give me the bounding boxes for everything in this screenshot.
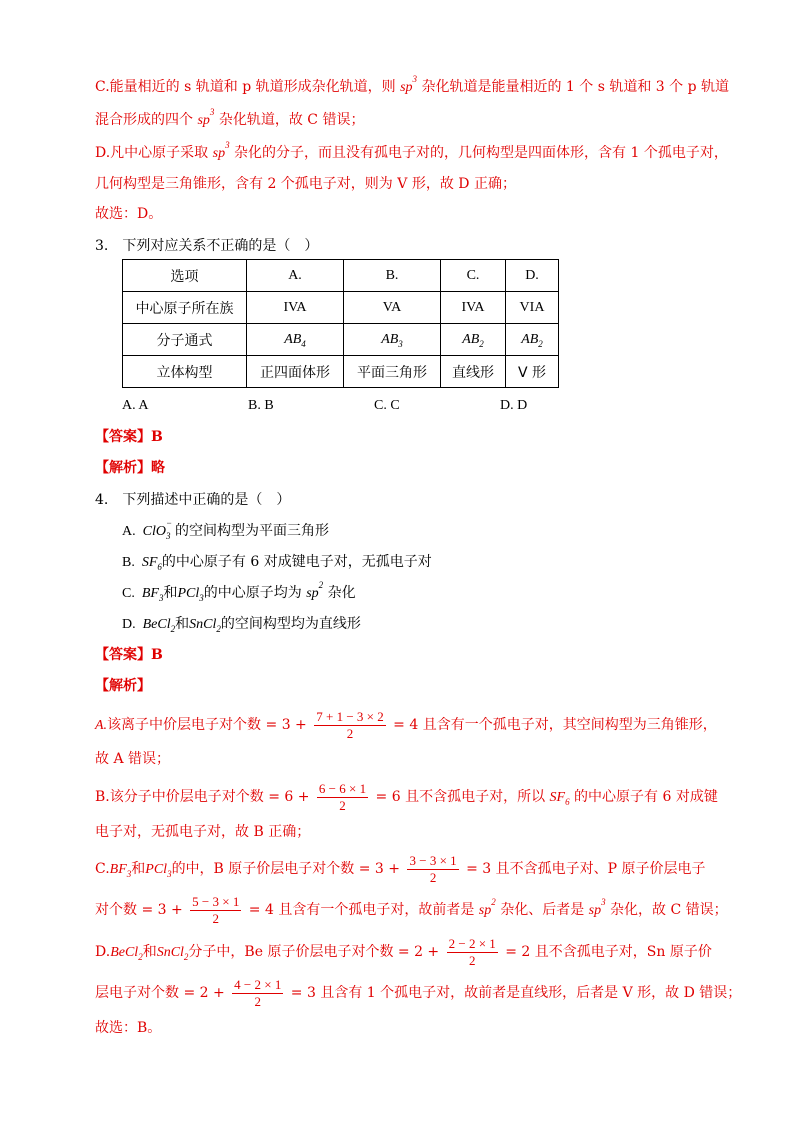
subscript: 6: [157, 561, 162, 572]
q4-analysis-c-line2: [95, 893, 728, 928]
formula: BeCl: [142, 617, 171, 632]
text: 杂化: [323, 585, 356, 601]
q3-table: [122, 259, 559, 388]
numerator: 7 + 1 − 3 × 2: [316, 708, 384, 724]
table-cell: 选项: [123, 260, 247, 292]
table-cell: 正四面体形: [247, 356, 344, 388]
q3-answer: [95, 427, 163, 447]
analysis-value: 略: [151, 460, 165, 476]
subscript: 2: [183, 951, 189, 962]
text: D.: [95, 944, 111, 960]
numerator: 2 − 2 × 1: [448, 935, 496, 951]
q4-analysis-a-line2: 故 A 错误；: [95, 751, 171, 767]
text: C.: [95, 861, 110, 877]
table-cell: 中心原子所在族: [123, 292, 247, 324]
table-cell: D.: [506, 260, 559, 292]
answer-value: B: [151, 647, 163, 663]
subscript: 2: [479, 338, 484, 349]
text: 分子中，Be 原子价层电子对个数 = 2 +: [188, 944, 444, 960]
option-label: B.: [122, 555, 135, 570]
fraction: [190, 894, 241, 927]
option-label: C.: [122, 586, 135, 601]
text: = 2 且不含孤电子对，Sn 原子价: [500, 944, 712, 960]
q4-option-d: [122, 614, 361, 635]
sp3-symbol: sp: [400, 80, 413, 95]
superscript: 3: [209, 107, 215, 118]
analysis-d-line2: 几何构型是三角锥形，含有 2 个孤电子对，则为 V 形，故 D 正确；: [95, 176, 516, 192]
denominator: 2: [468, 952, 476, 968]
subscript: 3: [166, 530, 171, 541]
q3-option-d: D. D: [500, 398, 528, 413]
denominator: 2: [339, 797, 346, 813]
superscript: 3: [601, 897, 606, 908]
numerator: 5 − 3 × 1: [192, 893, 240, 909]
formula: AB: [521, 332, 539, 347]
formula: SnCl: [189, 617, 217, 632]
text: = 4 且含有一个孤电子对，故前者是: [244, 902, 479, 918]
sp-symbol: sp: [478, 903, 492, 918]
answer-label: 【答案】: [95, 429, 151, 445]
text: 和: [175, 616, 190, 632]
formula: SF: [549, 790, 566, 805]
text: 的中心原子有 6 对成键: [569, 789, 718, 805]
subscript: 4: [301, 338, 306, 349]
option-text: 的空间构型为平面三角形: [170, 523, 329, 539]
analysis-choice: 故选：D。: [95, 206, 163, 222]
subscript: 3: [167, 868, 172, 879]
analysis-c-line1: [95, 74, 730, 98]
fraction: [317, 781, 368, 814]
q4-answer: [95, 645, 163, 665]
q3-stem: 3. 下列对应关系不正确的是（ ）: [95, 238, 319, 254]
subscript: 2: [138, 951, 143, 962]
fraction: [314, 709, 386, 742]
table-cell: 平面三角形: [344, 356, 441, 388]
text: B.该分子中价层电子对个数 = 6 +: [95, 789, 314, 805]
text: = 3 且不含孤电子对、P 原子价层电子: [461, 861, 706, 877]
table-cell: 分子通式: [123, 324, 247, 356]
q4-option-b: [122, 552, 432, 573]
q3-option-a: A. A: [122, 398, 149, 413]
text: 和: [142, 944, 157, 960]
subscript: 3: [398, 338, 403, 349]
formula: BF: [109, 862, 127, 877]
text: = 3 且含有 1 个孤电子对，故前者是直线形，后者是 V 形，故 D 错误；: [286, 985, 742, 1001]
table-cell: VIA: [506, 292, 559, 324]
formula: SF: [141, 555, 158, 570]
q3-option-c: C. C: [374, 398, 400, 413]
text: = 6 且不含孤电子对，所以: [371, 789, 550, 805]
q4-option-c: [122, 580, 356, 604]
table-cell: IVA: [247, 292, 344, 324]
table-cell: 直线形: [441, 356, 506, 388]
analysis-c-line2: [95, 107, 365, 131]
sp-symbol: sp: [306, 586, 319, 601]
denominator: 2: [429, 869, 437, 885]
table-cell: VA: [344, 292, 441, 324]
table-cell: [344, 324, 441, 356]
formula: PCl: [177, 586, 200, 601]
text: 的中，B 原子价层电子对个数 = 3 +: [171, 861, 405, 877]
table-cell: C.: [441, 260, 506, 292]
q4-analysis-label: 【解析】: [95, 678, 151, 694]
q3-option-b: B. B: [248, 398, 274, 413]
superscript: 3: [225, 140, 230, 151]
text: 杂化轨道是能量相近的 1 个 s 轨道和 3 个 p 轨道: [417, 79, 730, 95]
q4-analysis-b-line1: [95, 780, 718, 815]
fraction: [407, 853, 458, 886]
q4-analysis-c-line1: [95, 852, 706, 887]
q4-option-a: [122, 518, 329, 542]
text: C.能量相近的 s 轨道和 p 轨道形成杂化轨道，则: [95, 79, 401, 95]
formula: BF: [141, 586, 159, 601]
subscript: 2: [216, 623, 221, 634]
denominator: 2: [212, 910, 219, 926]
formula: AB: [284, 332, 302, 347]
option-label: A.: [122, 524, 136, 539]
text: = 4 且含有一个孤电子对，其空间构型为三角锥形，: [388, 717, 717, 733]
text: 杂化轨道，故 C 错误；: [214, 112, 365, 128]
formula: PCl: [145, 862, 168, 877]
superscript: 3: [412, 74, 418, 85]
subscript: 2: [538, 338, 543, 349]
text: 该离子中价层电子对个数 = 3 +: [107, 717, 312, 733]
table-cell: [506, 324, 559, 356]
text: 的中心原子均为: [203, 585, 307, 601]
text: 和: [163, 585, 178, 601]
sp3-symbol: sp: [197, 113, 210, 128]
formula: AB: [462, 332, 480, 347]
sp3-symbol: sp: [212, 146, 226, 161]
sp-symbol: sp: [588, 903, 602, 918]
q3-analysis: [95, 458, 165, 478]
formula: ClO: [142, 524, 166, 539]
answer-label: 【答案】: [95, 647, 151, 663]
table-row: [123, 324, 559, 356]
text: 对个数 = 3 +: [95, 902, 188, 918]
table-cell: V 形: [506, 356, 559, 388]
text: 杂化的分子，而且没有孤电子对的，几何构型是四面体形，含有 1 个孤电子对，: [229, 145, 728, 161]
text: 的空间构型均为直线形: [220, 616, 361, 632]
q4-analysis-a-line1: [95, 708, 717, 743]
table-cell: [247, 324, 344, 356]
numerator: 6 − 6 × 1: [318, 780, 367, 796]
text: 混合形成的四个: [95, 112, 198, 128]
q4-stem: 4. 下列描述中正确的是（ ）: [95, 492, 291, 508]
numerator: 3 − 3 × 1: [409, 852, 457, 868]
denominator: 2: [346, 725, 354, 741]
table-row: [123, 292, 559, 324]
text: D.凡中心原子采取: [95, 145, 213, 161]
option-text: 的中心原子有 6 对成键电子对，无孤电子对: [161, 554, 432, 570]
denominator: 2: [254, 993, 261, 1009]
label: A.: [95, 718, 108, 733]
superscript: 2: [318, 580, 324, 591]
subscript: 3: [158, 592, 164, 603]
q4-analysis-choice: 故选：B。: [95, 1020, 162, 1036]
text: 层电子对个数 = 2 +: [95, 985, 230, 1001]
subscript: 6: [565, 796, 570, 807]
subscript: 3: [126, 868, 132, 879]
q4-analysis-b-line2: 电子对，无孤电子对，故 B 正确；: [95, 824, 311, 840]
formula: AB: [381, 332, 399, 347]
fraction: [447, 936, 498, 969]
text: 和: [131, 861, 146, 877]
formula: BeCl: [110, 945, 139, 960]
analysis-label: 【解析】: [95, 460, 151, 476]
table-row: [123, 260, 559, 292]
formula: SnCl: [156, 945, 184, 960]
analysis-d-line1: [95, 140, 728, 164]
table-cell: [441, 324, 506, 356]
q4-analysis-d-line1: [95, 935, 712, 970]
subscript: 2: [170, 623, 176, 634]
table-cell: IVA: [441, 292, 506, 324]
table-cell: 立体构型: [123, 356, 247, 388]
numerator: 4 − 2 × 1: [234, 976, 282, 992]
option-label: D.: [122, 617, 136, 632]
fraction: [232, 977, 283, 1010]
q4-analysis-d-line2: [95, 976, 741, 1010]
superscript: 2: [491, 897, 496, 908]
table-cell: B.: [344, 260, 441, 292]
answer-value: B: [151, 429, 163, 445]
text: 杂化、后者是: [495, 902, 589, 918]
subscript: 3: [199, 592, 204, 603]
table-cell: A.: [247, 260, 344, 292]
text: 杂化，故 C 错误；: [605, 902, 728, 918]
table-row: [123, 356, 559, 388]
superscript: −: [165, 518, 173, 529]
